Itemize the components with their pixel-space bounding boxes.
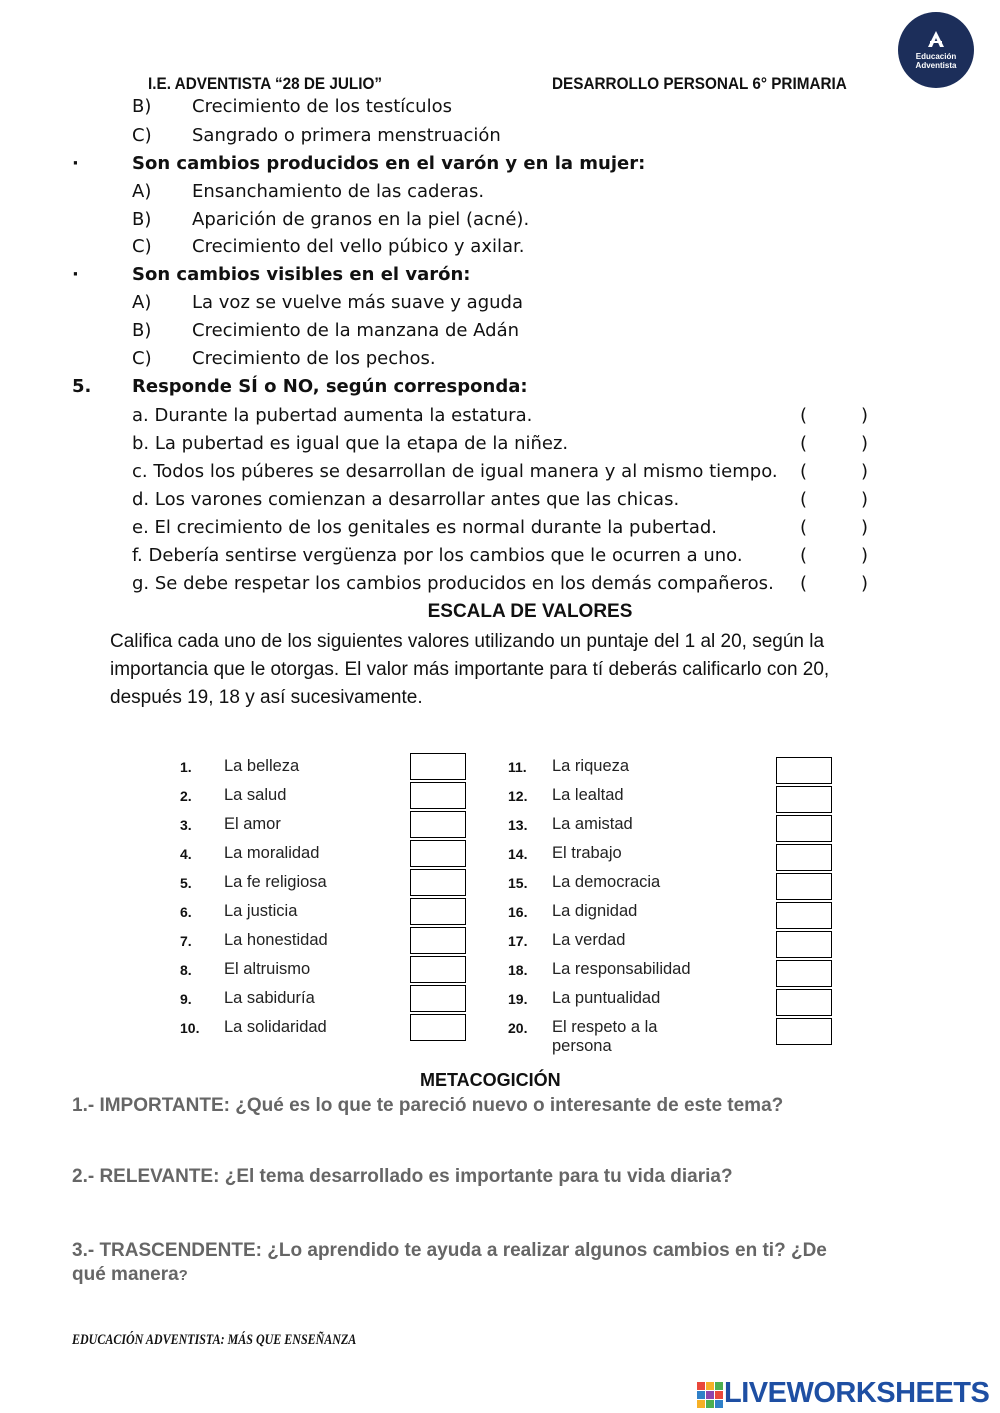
instruction-line: Califica cada uno de los siguientes valores utilizando un puntaje del 1 al 20, según la	[110, 631, 825, 652]
question-title: Son cambios producidos en el varón y en la mujer:	[132, 153, 646, 174]
score-box[interactable]	[410, 1014, 466, 1041]
option-text: Crecimiento de los pechos.	[192, 348, 436, 369]
question-title: Son cambios visibles en el varón:	[132, 264, 471, 285]
value-name: El amor	[224, 815, 281, 833]
answer-slot[interactable]: ( )	[800, 461, 868, 482]
option-label: C)	[132, 125, 152, 146]
option-label: B)	[132, 209, 152, 230]
value-name: El respeto a la	[552, 1018, 658, 1036]
option-text: Sangrado o primera menstruación	[192, 125, 501, 146]
question-title: Responde SÍ o NO, según corresponda:	[132, 376, 528, 397]
course-title: DESARROLLO PERSONAL 6° PRIMARIA	[552, 74, 847, 93]
value-number: 4.	[180, 846, 192, 862]
option-text: Crecimiento de la manzana de Adán	[192, 320, 520, 341]
value-name: La sabiduría	[224, 989, 315, 1007]
score-box[interactable]	[776, 989, 832, 1016]
value-name: La amistad	[552, 815, 633, 833]
yes-no-item: c. Todos los púberes se desarrollan de igual manera y al mismo tiempo.	[132, 461, 778, 482]
value-name: La salud	[224, 786, 287, 804]
value-name: La democracia	[552, 873, 661, 891]
option-text: Ensanchamiento de las caderas.	[192, 181, 485, 202]
meta-question-3-cont: qué manera?	[72, 1264, 188, 1285]
score-box[interactable]	[410, 956, 466, 983]
value-name: El altruismo	[224, 960, 311, 978]
value-number: 5.	[180, 875, 192, 891]
score-box[interactable]	[410, 782, 466, 809]
score-box[interactable]	[410, 811, 466, 838]
logo-line2: Adventista	[915, 61, 957, 70]
section-title: ESCALA DE VALORES	[427, 601, 633, 622]
option-label: B)	[132, 320, 152, 341]
value-number: 16.	[508, 904, 528, 920]
yes-no-item: g. Se debe respetar los cambios producidos en los demás compañeros.	[132, 573, 774, 594]
score-box[interactable]	[776, 931, 832, 958]
value-number: 11.	[508, 759, 527, 775]
value-number: 6.	[180, 904, 192, 920]
logo-a-icon	[926, 30, 946, 48]
option-label: C)	[132, 348, 152, 369]
option-label: A)	[132, 292, 152, 313]
value-number: 7.	[180, 933, 192, 949]
meta-question-1: 1.- IMPORTANTE: ¿Qué es lo que te pareció nuevo o interesante de este tema?	[72, 1095, 784, 1116]
value-number: 12.	[508, 788, 528, 804]
value-name: La justicia	[224, 902, 298, 920]
value-name: La honestidad	[224, 931, 328, 949]
score-box[interactable]	[776, 844, 832, 871]
value-number: 19.	[508, 991, 528, 1007]
value-name: La solidaridad	[224, 1018, 327, 1036]
value-number: 14.	[508, 846, 528, 862]
value-number: 1.	[180, 759, 192, 775]
value-number: 13.	[508, 817, 528, 833]
score-box[interactable]	[410, 869, 466, 896]
value-number: 10.	[180, 1020, 200, 1036]
value-name: La lealtad	[552, 786, 624, 804]
option-label: C)	[132, 236, 152, 257]
value-name: La puntualidad	[552, 989, 661, 1007]
option-text: Crecimiento del vello púbico y axilar.	[192, 236, 525, 257]
answer-slot[interactable]: ( )	[800, 573, 868, 594]
score-box[interactable]	[410, 753, 466, 780]
option-text: Crecimiento de los testículos	[192, 96, 452, 117]
yes-no-item: d. Los varones comienzan a desarrollar antes que las chicas.	[132, 489, 680, 510]
answer-slot[interactable]: ( )	[800, 405, 868, 426]
score-box[interactable]	[776, 1018, 832, 1045]
score-box[interactable]	[776, 786, 832, 813]
score-box[interactable]	[410, 927, 466, 954]
question-number: 5.	[72, 376, 92, 397]
option-text: La voz se vuelve más suave y aguda	[192, 292, 523, 313]
meta-question-2: 2.- RELEVANTE: ¿El tema desarrollado es importante para tu vida diaria?	[72, 1166, 733, 1187]
bullet: ·	[72, 153, 79, 174]
score-box[interactable]	[410, 840, 466, 867]
answer-slot[interactable]: ( )	[800, 489, 868, 510]
school-logo	[898, 12, 974, 88]
value-name: La riqueza	[552, 757, 630, 775]
yes-no-item: a. Durante la pubertad aumenta la estatura.	[132, 405, 533, 426]
score-box[interactable]	[776, 873, 832, 900]
score-box[interactable]	[776, 757, 832, 784]
answer-slot[interactable]: ( )	[800, 545, 868, 566]
instruction-line: después 19, 18 y así sucesivamente.	[110, 687, 423, 708]
value-name: La fe religiosa	[224, 873, 327, 891]
yes-no-item: e. El crecimiento de los genitales es normal durante la pubertad.	[132, 517, 718, 538]
value-name: La belleza	[224, 757, 300, 775]
logo-line1: Educación	[915, 52, 957, 61]
value-number: 18.	[508, 962, 528, 978]
answer-slot[interactable]: ( )	[800, 433, 868, 454]
value-name: La moralidad	[224, 844, 320, 862]
score-box[interactable]	[410, 985, 466, 1012]
score-box[interactable]	[776, 902, 832, 929]
value-number: 20.	[508, 1020, 528, 1036]
instruction-line: importancia que le otorgas. El valor más importante para tí deberás calificarlo con 20,	[110, 659, 830, 680]
score-box[interactable]	[410, 898, 466, 925]
footer-motto: EDUCACIÓN ADVENTISTA: MÁS QUE ENSEÑANZA	[72, 1332, 357, 1348]
value-number: 8.	[180, 962, 192, 978]
school-name: I.E. ADVENTISTA “28 DE JULIO”	[148, 74, 383, 93]
value-name: La verdad	[552, 931, 626, 949]
score-box[interactable]	[776, 815, 832, 842]
answer-slot[interactable]: ( )	[800, 517, 868, 538]
value-number: 3.	[180, 817, 192, 833]
value-name: La responsabilidad	[552, 960, 691, 978]
bullet: ·	[72, 264, 79, 285]
score-box[interactable]	[776, 960, 832, 987]
value-continuation: persona	[552, 1037, 612, 1055]
meta-question-3: 3.- TRASCENDENTE: ¿Lo aprendido te ayuda a realizar algunos cambios en ti? ¿De	[72, 1240, 827, 1261]
value-name: El trabajo	[552, 844, 622, 862]
option-label: A)	[132, 181, 152, 202]
yes-no-item: b. La pubertad es igual que la etapa de la niñez.	[132, 433, 569, 454]
value-number: 15.	[508, 875, 528, 891]
option-label: B)	[132, 96, 152, 117]
value-number: 9.	[180, 991, 192, 1007]
value-name: La dignidad	[552, 902, 638, 920]
option-text: Aparición de granos en la piel (acné).	[192, 209, 530, 230]
brand-text: LIVEWORKSHEETS	[724, 1377, 990, 1409]
meta-title: METACOGICIÓN	[420, 1070, 561, 1090]
value-number: 2.	[180, 788, 192, 804]
value-number: 17.	[508, 933, 528, 949]
yes-no-item: f. Debería sentirse vergüenza por los cambios que le ocurren a uno.	[132, 545, 743, 566]
liveworksheets-icon	[697, 1382, 723, 1408]
